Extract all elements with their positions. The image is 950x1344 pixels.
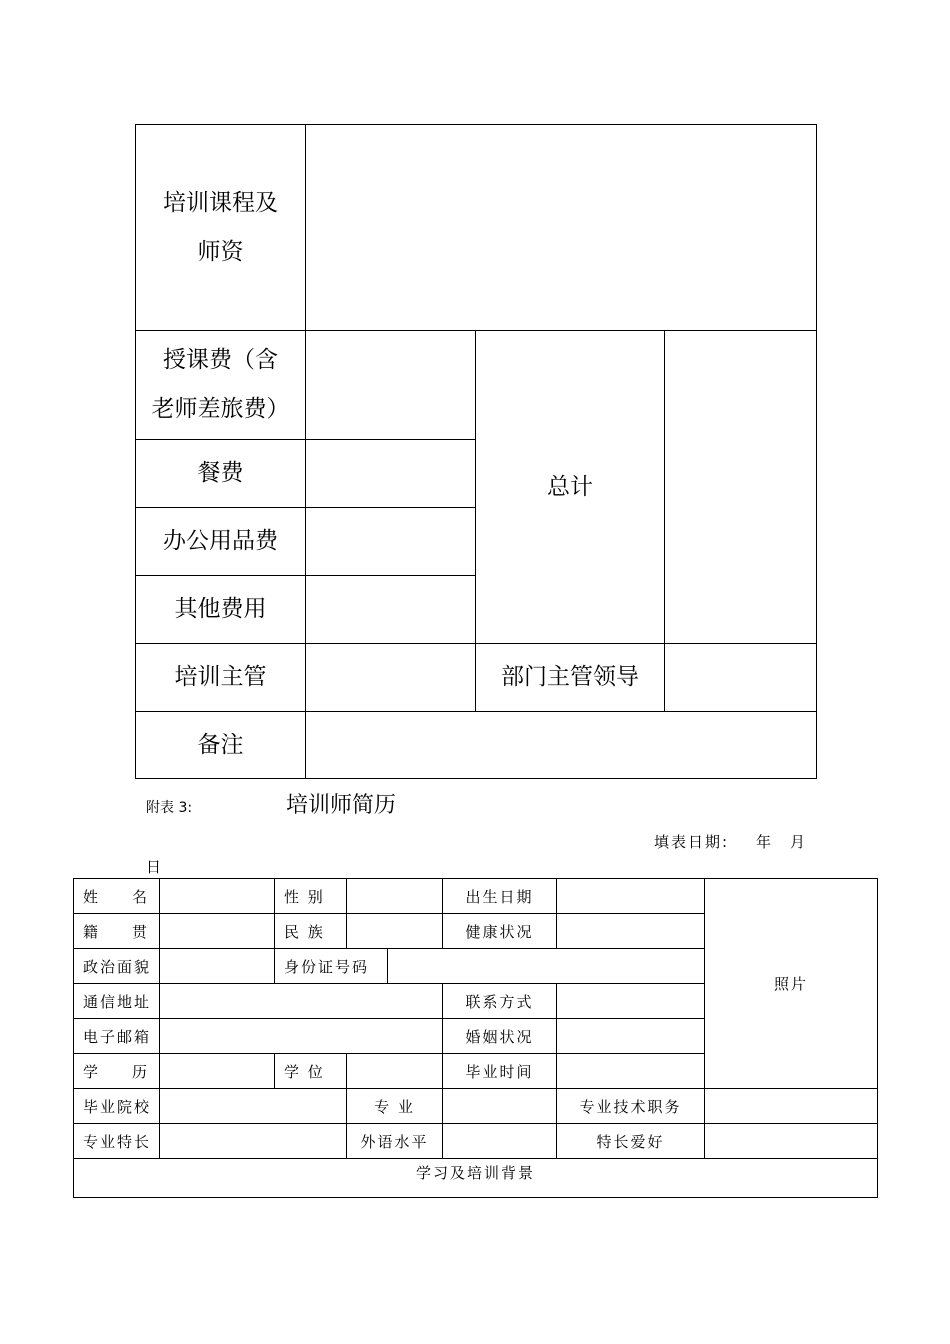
month-label: 月 [790,833,806,851]
resume-table [73,878,878,1198]
major-label: 专 业 [347,1089,443,1124]
photo-cell[interactable]: 照片 [705,879,878,1089]
supervisor-value-cell[interactable] [306,644,476,712]
email-value-cell[interactable] [160,1019,443,1054]
gender-label: 性 别 [275,879,347,914]
course-label-cell [136,125,306,331]
contact-label: 联系方式 [443,984,557,1019]
address-label: 通信地址 [74,984,160,1019]
course-label-line2: 师资 [197,238,244,265]
graduation-time-label: 毕业时间 [443,1054,557,1089]
major-value-cell[interactable] [443,1089,557,1124]
language-value-cell[interactable] [443,1124,557,1159]
budget-table [135,124,817,779]
background-header: 学习及培训背景 [74,1159,878,1198]
gender-value-cell[interactable] [347,879,443,914]
dept-leader-label: 部门主管领导 [476,644,665,712]
name-value-cell[interactable] [160,879,275,914]
id-number-value-cell[interactable] [388,949,705,984]
political-label: 政治面貌 [74,949,160,984]
education-value-cell[interactable] [160,1054,275,1089]
email-label: 电子邮箱 [74,1019,160,1054]
specialty-value-cell[interactable] [160,1124,347,1159]
course-label-line1: 培训课程及 [163,189,278,216]
id-number-label: 身份证号码 [275,949,388,984]
address-value-cell[interactable] [160,984,443,1019]
meal-value-cell[interactable] [306,440,476,508]
education-label: 学历 [74,1054,160,1089]
specialty-label: 专业特长 [74,1124,160,1159]
language-label: 外语水平 [347,1124,443,1159]
degree-value-cell[interactable] [347,1054,443,1089]
political-value-cell[interactable] [160,949,275,984]
supervisor-label: 培训主管 [136,644,306,712]
professional-title-value-cell[interactable] [705,1089,878,1124]
other-label: 其他费用 [136,576,306,644]
office-label: 办公用品费 [136,508,306,576]
marital-label: 婚姻状况 [443,1019,557,1054]
marital-value-cell[interactable] [557,1019,705,1054]
degree-label: 学 位 [275,1054,347,1089]
health-label: 健康状况 [443,914,557,949]
course-value-cell[interactable] [306,125,817,331]
hobby-label: 特长爱好 [557,1124,705,1159]
origin-value-cell[interactable] [160,914,275,949]
fill-date-label: 填表日期: [654,833,730,851]
fee-value-cell[interactable] [306,331,476,440]
contact-value-cell[interactable] [557,984,705,1019]
other-value-cell[interactable] [306,576,476,644]
school-label: 毕业院校 [74,1089,160,1124]
attachment-label: 附表 3: [146,800,193,816]
fee-label-line1: 授课费（含 [163,347,278,373]
meal-label: 餐费 [136,440,306,508]
health-value-cell[interactable] [557,914,705,949]
fee-label-cell [136,331,306,440]
ethnicity-label: 民 族 [275,914,347,949]
year-label: 年 [756,833,772,851]
dept-leader-value-cell[interactable] [665,644,817,712]
remark-value-cell[interactable] [306,712,817,779]
office-value-cell[interactable] [306,508,476,576]
hobby-value-cell[interactable] [705,1124,878,1159]
birth-date-value-cell[interactable] [557,879,705,914]
resume-title: 培训师简历 [286,793,397,818]
professional-title-label: 专业技术职务 [557,1089,705,1124]
birth-date-label: 出生日期 [443,879,557,914]
school-value-cell[interactable] [160,1089,347,1124]
remark-label: 备注 [136,712,306,779]
total-value-cell[interactable] [665,331,817,644]
name-label: 姓名 [74,879,160,914]
ethnicity-value-cell[interactable] [347,914,443,949]
day-label: 日 [146,858,162,876]
graduation-time-value-cell[interactable] [557,1054,705,1089]
total-label: 总计 [476,331,665,644]
origin-label: 籍贯 [74,914,160,949]
fee-label-line2: 老师差旅费） [151,396,290,422]
